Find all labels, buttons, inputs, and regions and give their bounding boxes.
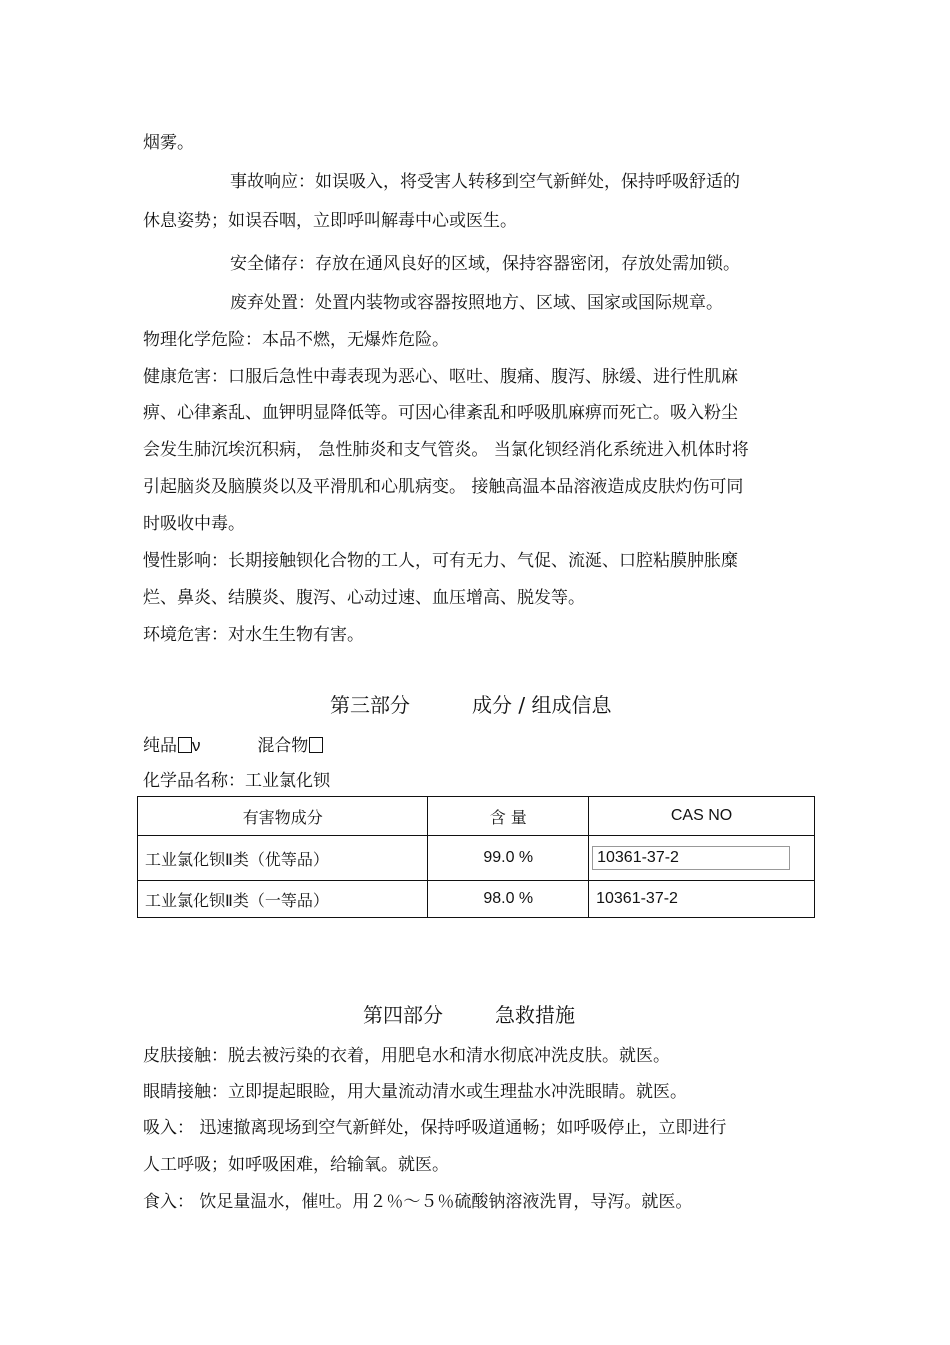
section-heading — [330, 693, 611, 717]
text-line: 会发生肺沉埃沉积病， 急性肺炎和支气管炎。 当氯化钡经消化系统进入机体时将 — [143, 440, 749, 460]
table-cell: 10361-37-2 — [589, 881, 815, 918]
table-cell: 工业氯化钡Ⅱ类（优等品） — [138, 836, 428, 881]
text-line: 安全储存：存放在通风良好的区域，保持容器密闭，存放处需加锁。 — [230, 254, 740, 274]
table-row — [138, 881, 815, 918]
table-cell: 99.0 % — [428, 836, 589, 881]
section-title: 成分 / 组成信息 — [472, 693, 612, 717]
text-line: 痹、心律紊乱、血钾明显降低等。可因心律紊乱和呼吸肌麻痹而死亡。吸入粉尘 — [143, 403, 738, 423]
table-row — [138, 836, 815, 881]
text-line: 引起脑炎及脑膜炎以及平滑肌和心肌病变。 接触高温本品溶液造成皮肤灼伤可同 — [143, 477, 744, 497]
section-title: 急救措施 — [495, 1003, 575, 1027]
text-line: 烂、鼻炎、结膜炎、腹泻、心动过速、血压增高、脱发等。 — [143, 588, 585, 608]
section-part-label: 第四部分 — [363, 1003, 443, 1027]
text-line: 时吸收中毒。 — [143, 514, 245, 534]
header-cell: 含 量 — [428, 797, 589, 836]
header-cell: CAS NO — [589, 797, 815, 836]
table-cell: 98.0 % — [428, 881, 589, 918]
composition-table — [137, 796, 815, 918]
table-cell: 工业氯化钡Ⅱ类（一等品） — [138, 881, 428, 918]
first-aid-line: 眼睛接触：立即提起眼睑，用大量流动清水或生理盐水冲洗眼睛。就医。 — [143, 1082, 687, 1102]
first-aid-line: 吸入： 迅速撤离现场到空气新鲜处，保持呼吸道通畅；如呼吸停止，立即进行 — [143, 1118, 727, 1138]
text-line: 健康危害：口服后急性中毒表现为恶心、呕吐、腹痛、腹泻、脉缓、进行性肌麻 — [143, 367, 738, 387]
header-cell: 有害物成分 — [138, 797, 428, 836]
mixture-label: 混合物 — [257, 736, 309, 756]
mixture-checkbox[interactable] — [309, 737, 323, 753]
table-header-row — [138, 797, 815, 836]
section-part-label: 第三部分 — [330, 693, 410, 717]
section-heading — [363, 1003, 575, 1027]
cas-number: 10361-37-2 — [592, 846, 790, 870]
pure-check-mark: ν — [192, 736, 201, 755]
pure-label: 纯品 — [143, 736, 177, 756]
text-line: 休息姿势；如误吞咽，立即呼叫解毒中心或医生。 — [143, 211, 517, 231]
text-line: 慢性影响：长期接触钡化合物的工人，可有无力、气促、流涎、口腔粘膜肿胀糜 — [143, 551, 738, 571]
pure-checkbox[interactable] — [178, 737, 192, 753]
chemical-name: 化学品名称：工业氯化钡 — [143, 771, 330, 791]
table-cell — [589, 836, 815, 881]
substance-type-line — [143, 736, 323, 756]
text-line: 物理化学危险：本品不燃，无爆炸危险。 — [143, 330, 449, 350]
text-line: 废弃处置：处置内装物或容器按照地方、区域、国家或国际规章。 — [230, 293, 723, 313]
text-line: 烟雾。 — [143, 133, 194, 153]
first-aid-line: 食入： 饮足量温水，催吐。用２％～５％硫酸钠溶液洗胃，导泻。就医。 — [143, 1192, 693, 1212]
first-aid-line: 皮肤接触：脱去被污染的衣着，用肥皂水和清水彻底冲洗皮肤。就医。 — [143, 1046, 670, 1066]
first-aid-line: 人工呼吸；如呼吸困难，给输氧。就医。 — [143, 1155, 449, 1175]
text-line: 事故响应：如误吸入，将受害人转移到空气新鲜处，保持呼吸舒适的 — [230, 172, 740, 192]
text-line: 环境危害：对水生生物有害。 — [143, 625, 364, 645]
